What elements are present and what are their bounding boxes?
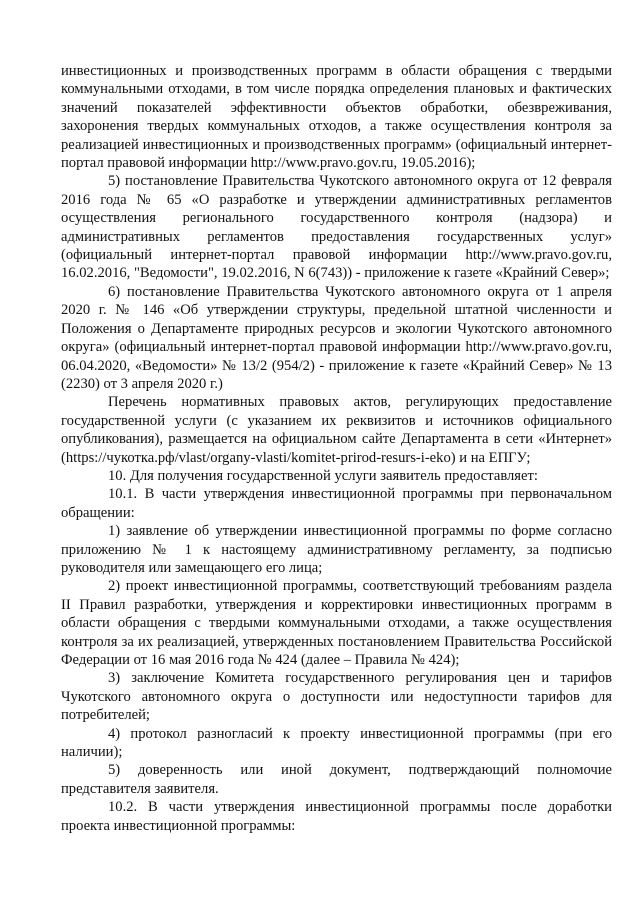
paragraph-10-1-item-2: 2) проект инвестиционной программы, соответствующий требованиям раздела II Правил разработки, утверждения и корректировки инвестиционных программ в области обращения с твердыми коммунальными отходами, а также осуществления контроля за их реализацией, утвержденных постановлением Правительства Российской Федерации от 16 мая 2016 года № 424 (далее – Правила № 424); <box>61 578 612 668</box>
paragraph-10-1-item-1: 1) заявление об утверждении инвестиционной программы по форме согласно приложению № 1 к настоящему административному регламенту, за подписью руководителя или замещающего его лица; <box>61 523 612 576</box>
paragraph-10-1-item-5: 5) доверенность или иной документ, подтверждающий полномочие представителя заявителя. <box>61 762 612 797</box>
document-page <box>61 62 612 835</box>
paragraph-continuation: инвестиционных и производственных программ в области обращения с твердыми коммунальными отходами, в том числе порядка определения плановых и фактических значений показателей эффективности объектов обработки, обезвреживания, захоронения твердых коммунальных отходов, а также осуществления контроля за реализацией инвестиционных и производственных программ» (официальный интернет-портал правовой информации http://www.pravo.gov.ru, 19.05.2016); <box>61 63 612 172</box>
paragraph-10-1-item-4: 4) протокол разногласий к проекту инвестиционной программы (при его наличии); <box>61 725 612 761</box>
paragraph-10-1-item-3: 3) заключение Комитета государственного регулирования цен и тарифов Чукотского автономного округа о доступности или недоступности тарифов для потребителей; <box>61 670 612 724</box>
paragraph-item-6: 6) постановление Правительства Чукотского автономного округа от 1 апреля 2020 г. № 146 «Об утверждении структуры, предельной штатной численности и Положения о Департаменте природных ресурсов и экологии Чукотского автономного округа» (официальный интернет-портал правовой информации http://www.pravo.gov.ru, 06.04.2020, «Ведомости» № 13/2 (954/2) - приложение к газете «Крайний Север» № 13 (2230) от 3 апреля 2020 г.) <box>61 283 612 392</box>
paragraph-section-10-1: 10.1. В части утверждения инвестиционной программы при первоначальном обращении: <box>61 486 612 521</box>
paragraph-legal-acts-list: Перечень нормативных правовых актов, регулирующих предоставление государственной услуги (с указанием их реквизитов и источников официального опубликования), размещается на официальном сайте Департамента в сети «Интернет» (https://чукотка.рф/vlast/organy-vlasti/komitet-prirod-resurs-i-eko) и на ЕПГУ; <box>61 394 612 466</box>
paragraph-item-5: 5) постановление Правительства Чукотского автономного округа от 12 февраля 2016 года № 65 «О разработке и утверждении административных регламентов осуществления регионального государственного контроля (надзора) и административных регламентов предоставления государственных услуг» (официальный интернет-портал правовой информации http://www.pravo.gov.ru, 16.02.2016, "Ведомости", 19.02.2016, N 6(743)) - приложение к газете «Крайний Север»; <box>61 173 612 282</box>
paragraph-section-10: 10. Для получения государственной услуги заявитель предоставляет: <box>108 467 538 484</box>
paragraph-section-10-2: 10.2. В части утверждения инвестиционной программы после доработки проекта инвестиционной программы: <box>61 799 612 834</box>
